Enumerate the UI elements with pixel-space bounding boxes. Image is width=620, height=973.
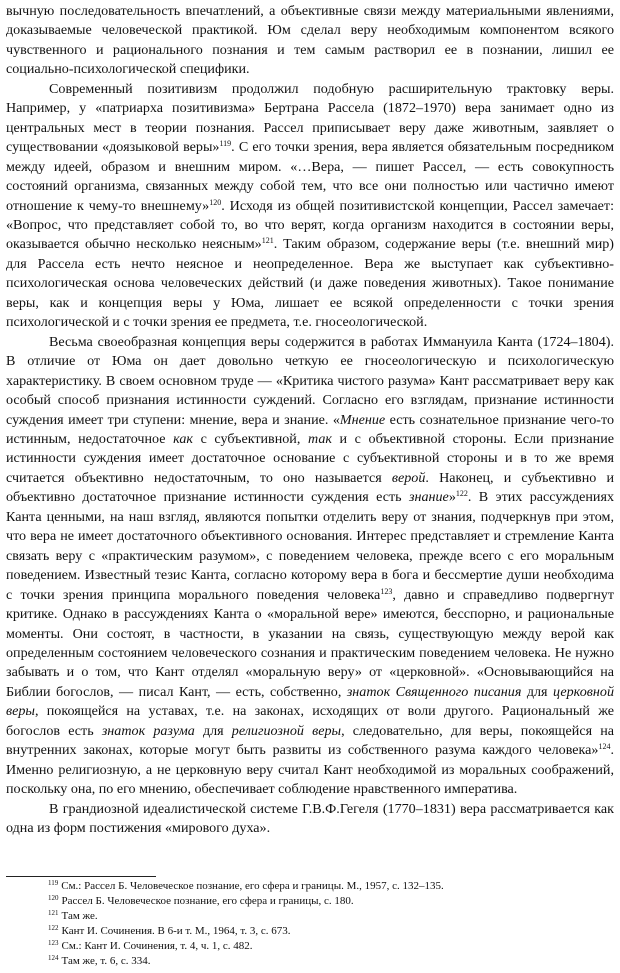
text-run: Весьма своеобразная концепция веры содержится в работах Иммануила Канта (1724–1804). В отличие от Юма он дает довольно четкую ее гносеологическую и психологическую характеристику. В своем основном труде — «Критика чистого разума» Кант рассматривает веру как особый способ признания истинности суждений. Согласно его взглядам, признание истинности суждения имеет три ступени: мнение, вера и знание. «: [6, 333, 614, 428]
text-run: для: [521, 683, 553, 700]
paragraph-2: [6, 80, 614, 333]
text-run: Современный позитивизм продолжил подобную расширительную трактовку веры. Например, у «патриарха позитивизма» Бертрана Рассела (1872–1970) вера занимает одно из центральных мест в теории познания. Рассел приписывает веру даже животным, заявляет о существовании «доязыковой веры»: [6, 80, 614, 156]
footnote-number: 121: [48, 909, 59, 917]
footnote-124: [48, 954, 610, 969]
footnote-text: Кант И. Сочинения. В 6-и т. М., 1964, т. 3, с. 673.: [61, 925, 291, 937]
footnotes: [48, 879, 610, 969]
footnote-ref-124: 124: [598, 742, 611, 752]
footnote-ref-123: 123: [380, 586, 393, 596]
footnote-121: [48, 909, 610, 924]
text-run: для: [194, 722, 232, 739]
footnote-number: 123: [48, 939, 59, 947]
emphasis-text: как: [173, 430, 193, 447]
paragraph-1: [6, 2, 614, 80]
footnote-ref-122: 122: [455, 489, 468, 499]
emphasis-text: знание: [408, 489, 449, 506]
footnote-122: [48, 924, 610, 939]
footnote-text: Рассел Б. Человеческое познание, его сфера и границы, с. 180.: [61, 895, 354, 907]
text-run: с субъективной,: [192, 430, 308, 447]
footnote-number: 124: [48, 954, 59, 962]
text-run: , покоящейся на уставах, т.е. на законах, исходящих от воли другого. Рациональный же богослов есть: [6, 703, 614, 739]
text-run: , следовательно, для веры, покоящейся на внутренних законах, которые могут быть развиты из собственного разума каждого человека»: [6, 722, 615, 759]
footnote-divider: [6, 876, 156, 877]
text-run: . Именно религиозную, а не церковную веру считал Кант необходимой из моральных соображений, поскольку она, по его мнению, обеспечивает соблюдение нравственного императива.: [6, 742, 614, 798]
emphasis-text: знаток Священного писания: [346, 683, 522, 700]
footnote-text: См.: Рассел Б. Человеческое познание, его сфера и границы. М., 1957, с. 132–135.: [61, 880, 444, 892]
emphasis-text: религиозной веры: [231, 722, 342, 739]
footnote-120: [48, 894, 610, 909]
footnote-123: [48, 939, 610, 954]
footnote-number: 122: [48, 924, 59, 932]
footnote-119: [48, 879, 610, 894]
footnote-ref-121: 121: [261, 236, 274, 246]
footnote-text: Там же.: [61, 910, 98, 922]
text-run: и с объективной стороны. Если признание истинности суждения имеет достаточное основание с субъективной стороны и в то же время считается объективно недостаточным, то оно называется: [6, 430, 615, 486]
footnote-text: См.: Кант И. Сочинения, т. 4, ч. 1, с. 482.: [61, 940, 253, 952]
text-run: . С его точки зрения, вера является обязательным посредником между идеей, образом и внешним миром. «…Вера, — пишет Рассел, — есть совокупность состояний организма, связанных между собой тем, что все они полностью или частично имеют отношение к чему-то внешнему»: [6, 139, 614, 214]
emphasis-text: Мнение: [339, 411, 386, 428]
text-run: есть сознательное признание чего-то истинным, недостаточное: [6, 411, 614, 447]
paragraph-4: [6, 800, 614, 839]
paragraph-3: [6, 333, 614, 800]
emphasis-text: верой: [391, 469, 426, 486]
text-run: . В этих рассуждениях Канта ценными, на наш взгляд, являются попытки отделить веру от знания, подчеркнув при этом, что вера не имеет достаточного объективного основания. Интерес представляет и стремление Канта связать веру с «практическим разумом», с поведением человека, прежде всего с его моральным поведением. Известный тезис Канта, согласно которому вера в бога и бессмертие души необходима с точки зрения принципа морального поведения человека: [6, 489, 614, 603]
footnote-number: 119: [48, 879, 59, 887]
emphasis-text: так: [307, 430, 332, 447]
footnote-text: Там же, т. 6, с. 334.: [61, 955, 151, 967]
text-run: . Исходя из общей позитивистской концепции, Рассел замечает: «Вопрос, что представляет собой то, во что верят, когда организм находится в состоянии веры, оказывается обычно несколько неясным»: [6, 197, 614, 253]
text-run: . Наконец, и субъективно и объективно достаточное признание истинности суждения есть: [6, 469, 614, 506]
footnote-ref-119: 119: [219, 139, 232, 149]
main-text: [6, 2, 614, 838]
emphasis-text: церковной веры: [6, 683, 614, 720]
text-run: . Таким образом, содержание веры (т.е. внешний мир) для Рассела есть нечто неясное и неопределенное. Вера же выступает как субъективно-психологическая основа человеческих действий (и даже поведения животных). Такое понимание веры, как и концепция веры у Юма, лишает ее всякой определенности с точки зрения психологической и с точки зрения ее предмета, т.е. гносеологической.: [6, 236, 614, 331]
text-run: вычную последовательность впечатлений, а объективные связи между материальными явлениями, доказываемые человеческой практикой. Юм сделал веру необходимым компонентом всякого чувственного и рационального познания и тем самым растворил ее в познании, лишил ее социально-психологической специфики.: [6, 3, 614, 78]
text-run: , давно и справедливо подвергнут критике. Однако в рассуждениях Канта о «моральной вере» имеются, бесспорно, и рациональные моменты. Они состоят, в частности, в указании на связь, существующую между верой как определенным состоянием человеческого сознания и практическим поведением человека. Не нужно забывать и о том, что Кант отделял «моральную веру» от «церковной». «Основывающийся на Библии богослов, — писал Кант, — есть, собственно,: [6, 586, 614, 700]
footnote-ref-120: 120: [209, 197, 222, 207]
text-run: »: [448, 489, 456, 506]
text-run: В грандиозной идеалистической системе Г.В.Ф.Гегеля (1770–1831) вера рассматривается как одна из форм постижения «мирового духа».: [6, 800, 614, 837]
emphasis-text: знаток разума: [101, 722, 195, 739]
footnote-number: 120: [48, 894, 59, 902]
